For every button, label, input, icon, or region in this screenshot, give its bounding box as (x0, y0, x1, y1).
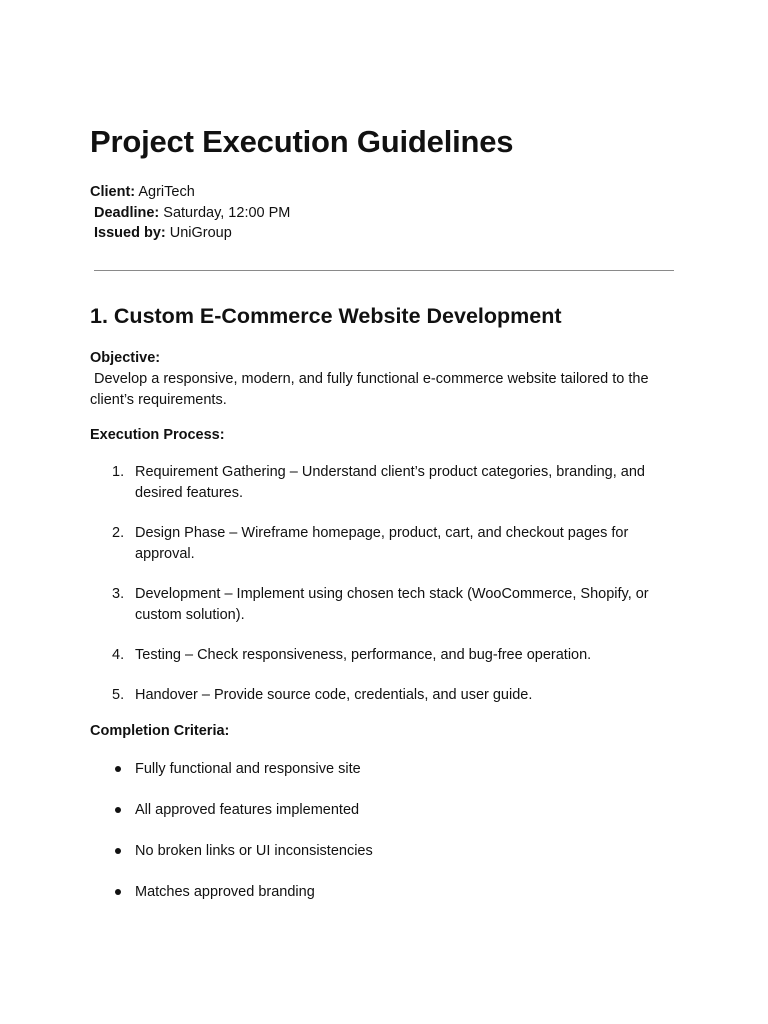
list-item (90, 841, 690, 882)
step-number: 2. (112, 525, 125, 541)
list-item (90, 584, 690, 645)
step-text: Requirement Gathering – Understand client’s product categories, branding, and desired features. (135, 464, 645, 501)
meta-issued-by (90, 223, 290, 244)
criteria-text: Fully functional and responsive site (135, 761, 361, 777)
meta-client-value: AgriTech (135, 184, 195, 200)
step-text: Development – Implement using chosen tech stack (WooCommerce, Shopify, or custom solution). (135, 586, 649, 623)
section-heading: 1. Custom E-Commerce Website Development (90, 304, 562, 328)
meta-issued-by-label: Issued by: (94, 225, 166, 241)
meta-client-label: Client: (90, 184, 136, 200)
step-text: Design Phase – Wireframe homepage, product, cart, and checkout pages for approval. (135, 525, 629, 562)
meta-issued-by-value: UniGroup (165, 225, 232, 241)
bullet-icon (115, 848, 121, 854)
horizontal-divider (94, 270, 674, 271)
document-title: Project Execution Guidelines (90, 124, 514, 159)
meta-client (90, 182, 290, 203)
objective-text: Develop a responsive, modern, and fully functional e-commerce website tailored to the client’s requirements. (90, 371, 649, 408)
step-text: Testing – Check responsiveness, performance, and bug-free operation. (135, 647, 592, 663)
list-item (90, 462, 690, 523)
list-item (90, 800, 690, 841)
criteria-text: No broken links or UI inconsistencies (135, 843, 373, 859)
criteria-text: Matches approved branding (135, 884, 315, 900)
list-item (90, 523, 690, 584)
step-number: 4. (112, 647, 125, 663)
completion-criteria-list (90, 759, 690, 923)
bullet-icon (115, 889, 121, 895)
step-number: 5. (112, 687, 125, 703)
meta-deadline-value: Saturday, 12:00 PM (159, 204, 291, 221)
objective-label: Objective: (90, 350, 161, 366)
bullet-icon (115, 766, 121, 772)
criteria-text: All approved features implemented (135, 802, 360, 818)
meta-deadline (90, 203, 290, 224)
list-item (90, 759, 690, 800)
criteria-label: Completion Criteria: (90, 723, 230, 739)
list-item (90, 645, 690, 685)
process-label: Execution Process: (90, 427, 225, 443)
execution-steps-list (90, 462, 690, 715)
step-number: 1. (112, 464, 125, 480)
step-number: 3. (112, 586, 125, 602)
document-meta (90, 182, 290, 244)
bullet-icon (115, 807, 121, 813)
list-item (90, 882, 690, 923)
meta-deadline-label: Deadline: (94, 204, 160, 221)
step-text: Handover – Provide source code, credentials, and user guide. (135, 687, 533, 703)
list-item (90, 685, 690, 715)
